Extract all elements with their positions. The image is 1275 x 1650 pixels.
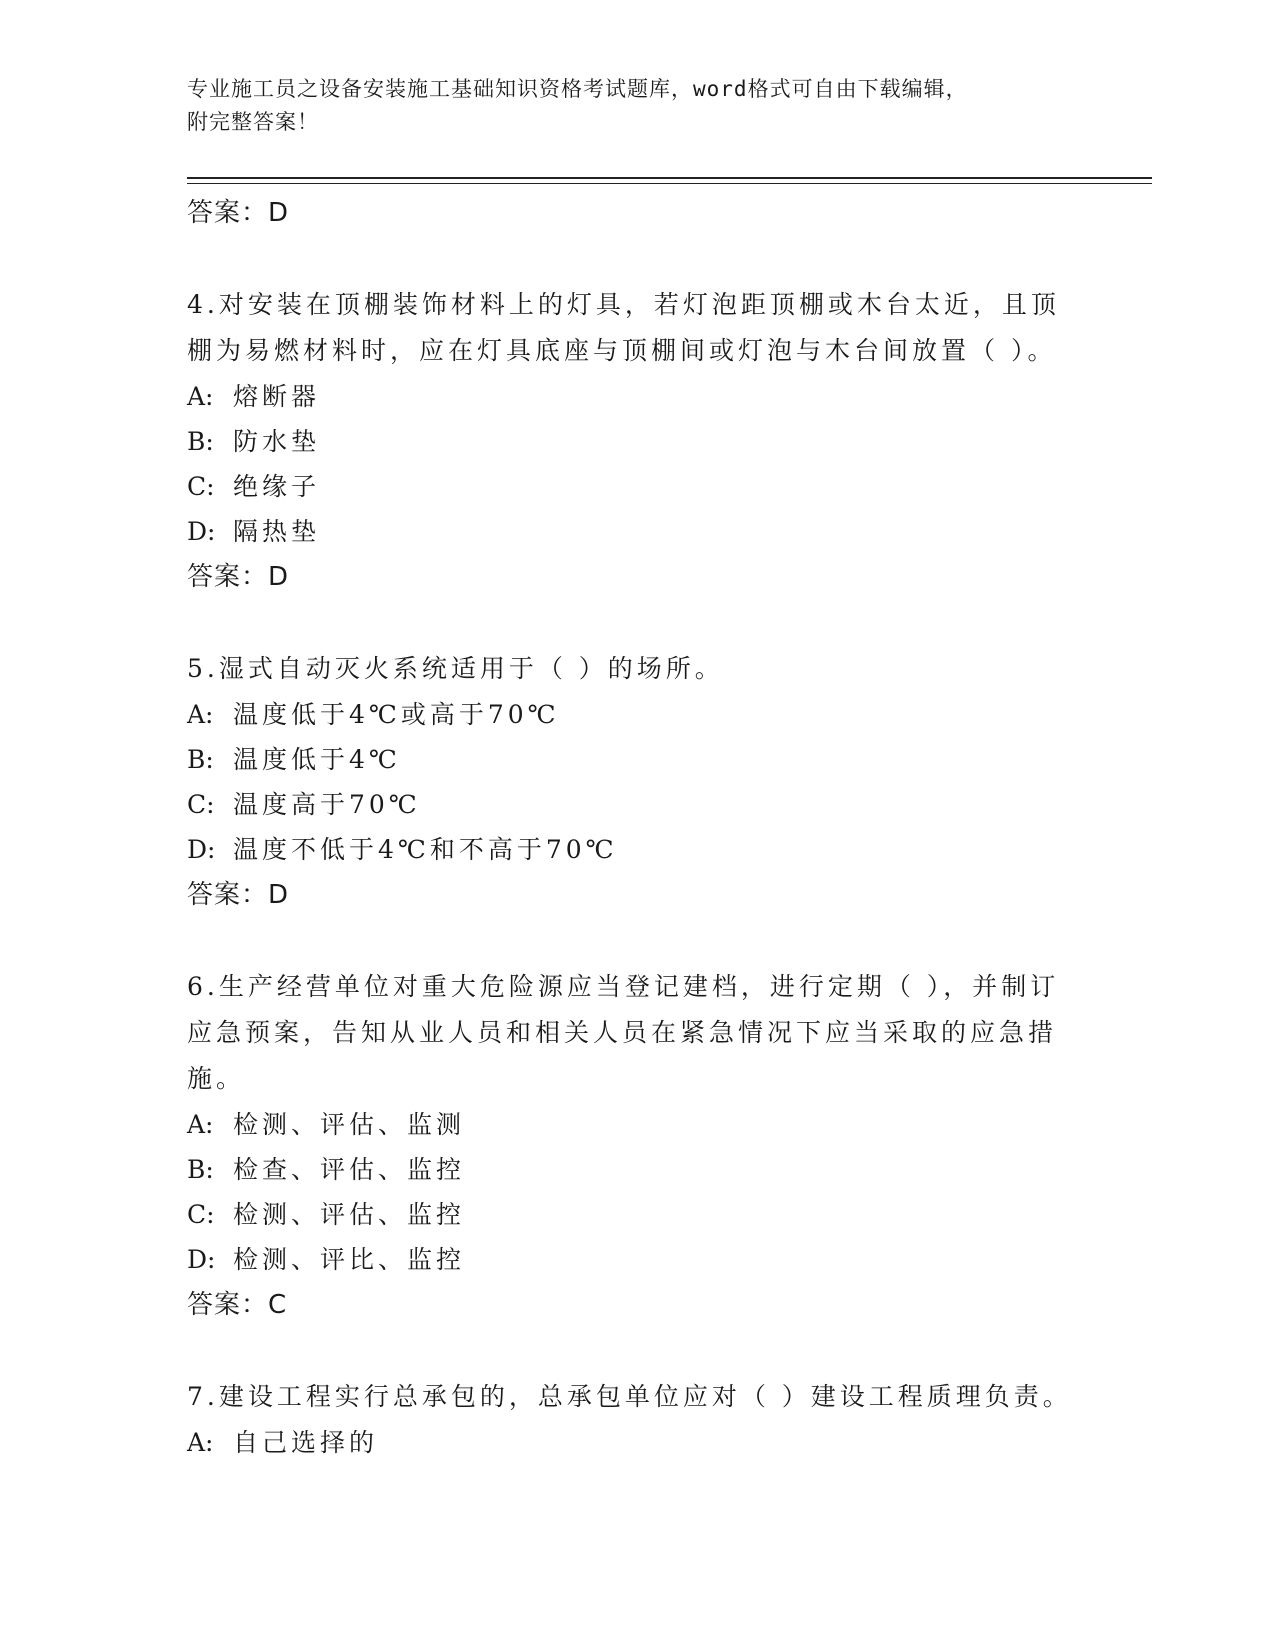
answer-line: 答案：D (187, 880, 290, 910)
option-text: 检查、评估、监控 (233, 1155, 466, 1184)
option-b (187, 419, 1087, 464)
answer-line: 答案：D (187, 562, 290, 592)
option-a (187, 692, 1087, 737)
option-text: 温度低于4℃ (233, 745, 401, 774)
option-letter: B: (187, 745, 214, 774)
question-5 (187, 646, 1087, 918)
document-header (187, 73, 1067, 139)
answer-line: 答案：D (187, 198, 290, 228)
option-a (187, 374, 1087, 419)
header-line-2: 附完整答案！ (187, 110, 319, 134)
option-letter: A: (187, 700, 214, 729)
question-text: 5.湿式自动灭火系统适用于（ ）的场所。 (187, 654, 724, 683)
question-4 (187, 282, 1087, 600)
option-letter: A: (187, 382, 214, 411)
option-text: 检测、评估、监控 (233, 1200, 466, 1229)
option-d (187, 1237, 1087, 1282)
option-b (187, 1147, 1087, 1192)
option-a (187, 1420, 1087, 1465)
option-letter: D: (187, 1245, 216, 1274)
option-text: 检测、评比、监控 (233, 1245, 466, 1274)
option-text: 隔热垫 (233, 517, 321, 546)
header-line-1: 专业施工员之设备安装施工基础知识资格考试题库，word格式可自由下载编辑， (187, 77, 968, 101)
header-rule-thick (187, 177, 1152, 179)
option-c (187, 1192, 1087, 1237)
option-text: 自己选择的 (233, 1428, 379, 1457)
option-letter: B: (187, 427, 214, 456)
question-text: 4.对安装在顶棚装饰材料上的灯具，若灯泡距顶棚或木台太近，且顶棚为易燃材料时，应在灯具底座与顶棚间或灯泡与木台间放置（ ）。 (187, 290, 1060, 365)
option-d (187, 509, 1087, 554)
option-text: 温度不低于4℃和不高于70℃ (233, 835, 618, 864)
option-letter: D: (187, 835, 216, 864)
option-letter: D: (187, 517, 216, 546)
document-body (187, 190, 1087, 1465)
answer-line: 答案：C (187, 1290, 288, 1320)
option-letter: A: (187, 1428, 214, 1457)
question-text: 7.建设工程实行总承包的，总承包单位应对（ ）建设工程质理负责。 (187, 1382, 1072, 1411)
option-letter: B: (187, 1155, 214, 1184)
option-b (187, 737, 1087, 782)
option-c (187, 464, 1087, 509)
option-text: 温度高于70℃ (233, 790, 421, 819)
option-text: 熔断器 (233, 382, 321, 411)
option-d (187, 827, 1087, 872)
option-text: 检测、评估、监测 (233, 1110, 466, 1139)
option-c (187, 782, 1087, 827)
header-rule-thin (187, 183, 1152, 184)
option-text: 防水垫 (233, 427, 321, 456)
question-text: 6.生产经营单位对重大危险源应当登记建档，进行定期（ ），并制订应急预案，告知从业人员和相关人员在紧急情况下应当采取的应急措施。 (187, 972, 1060, 1093)
option-a (187, 1102, 1087, 1147)
option-letter: C: (187, 1200, 215, 1229)
option-letter: C: (187, 790, 215, 819)
question-6 (187, 964, 1087, 1328)
option-text: 温度低于4℃或高于70℃ (233, 700, 560, 729)
option-text: 绝缘子 (233, 472, 321, 501)
option-letter: C: (187, 472, 215, 501)
option-letter: A: (187, 1110, 214, 1139)
question-7 (187, 1374, 1087, 1465)
